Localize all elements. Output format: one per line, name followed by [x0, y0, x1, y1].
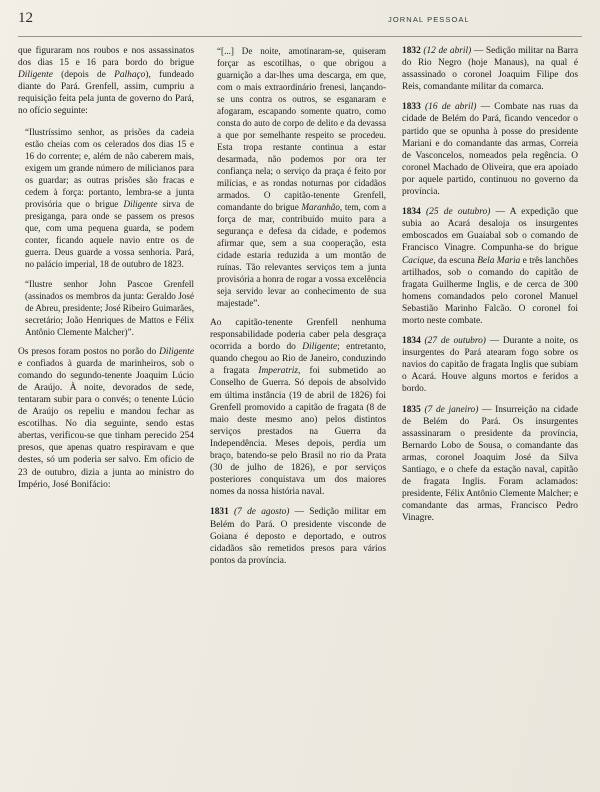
chronology-entry — [402, 101, 578, 198]
text-run: ), fundeado diante do Pará. Grenfell, assim, cumpriu a requisição feita pela junta de governo do Pará, no ofício seguinte: — [18, 70, 194, 117]
text-run: — Sedição militar na Barra do Rio Negro (hoje Manaus), na qual é assassinado o coronel Joaquim Filipe dos Reis, comandante militar da comarca. — [402, 46, 579, 93]
italic-text: Diligente — [159, 346, 194, 357]
body-paragraph — [210, 317, 386, 498]
text-run: — Combate nas ruas da cidade de Belém do Pará, ficando vencedor o partido que se opunha à posse do presidente Mariani e do comandante das armas, Correia de Vasconcelos, nomeados pela regência. O coronel Machado de Oliveira, que era apoiado por aquele partido, continuou no governo da província. — [402, 102, 579, 198]
text-run: Ao capitão-tenente Grenfell nenhuma responsabilidade poderia caber pela desgraça ocorrida a bordo do — [210, 318, 386, 353]
chronology-entry — [402, 335, 578, 395]
entry-year: 1831 — [210, 507, 229, 518]
italic-text: Diligente — [123, 198, 158, 209]
entry-date: (27 de outubro) — [424, 336, 486, 347]
text-run: sirva de presiganga, para onde se passem os presos que, com uma pequena guarda, se podem conter, ficando aquele navio entre os de guerra. Deus guarde a vossa senhoria. Pará, no palácio imperial, 18 de outubro de 1823. — [25, 198, 195, 269]
italic-text: Maranhão — [301, 202, 340, 212]
page-number: 12 — [18, 10, 33, 26]
header-rule — [18, 36, 582, 37]
text-column-3 — [402, 45, 578, 771]
column-container — [18, 45, 582, 771]
entry-year: 1832 — [402, 46, 421, 56]
text-run: , tem, com a força de mar, contribuído muito para a segurança e defesa da cidade, e podemos afirmar que, sem a sua cooperação, esta cidade estaria reduzida a um montão de ruínas. Tão relevantes serviços tem a junta provisória a honra de rogar a vossa excelência seja servido levar ao conhecimento de sua majestade”. — [217, 202, 386, 308]
text-run: Os presos foram postos no porão do — [18, 346, 160, 357]
running-head: JORNAL PESSOAL — [388, 15, 470, 24]
text-run: “[...] De noite, amotinaram-se, quiseram forçar as escotilhas, o que obrigou a guarnição a dar-lhes uma descarga, em que, com o mais extraordinário frenesi, lançando-se uns contra os outros, se esganaram e afogaram, escapando somente quatro, como consta do auto de corpo de delito e da devassa a que por semelhante respeito se procedeu. Esta tropa restante continua a estar desarmada, não podemos por ora ter confiança nela; o serviço da praça é feito por milícias, e as rondas noturnas por cidadãos armados. O capitão-tenente Grenfell, comandante do brigue — [217, 46, 386, 212]
entry-year: 1835 — [402, 404, 421, 415]
italic-text: Imperatriz — [258, 366, 298, 377]
text-run: — Sedição militar em Belém do Pará. O presidente visconde de Goiana é deposto e deportado, e outros cidadãos são remetidos presos para vários pontos da província. — [210, 507, 386, 566]
page-header — [18, 10, 582, 32]
entry-date: (16 de abril) — [425, 102, 477, 113]
text-run: — Insurreição na cidade de Belém do Pará. Os insurgentes assassinaram o presidente da província, Bernardo Lobo de Sousa, o comandante das armas, coronel Joaquim José da Silva Santiago, e o chefe da estação naval, capitão de fragata Inglis. Foram aclamados: presidente, Félix Antônio Clemente Malcher; e comandante das armas, Francisco Pedro Vinagre. — [402, 404, 578, 524]
text-run: “Ilustre senhor John Pascoe Grenfell (assinados os membros da junta: Geraldo José de Abreu, presidente; José Ribeiro Guimarães, secretário; João Henriques de Mattos e Félix Antônio Clemente Malcher)”. — [25, 278, 194, 337]
chronology-entry — [402, 404, 578, 525]
entry-year: 1834 — [402, 336, 421, 347]
text-run: e três lanchões artilhados, sob o comando do capitão de fragata Guilherme Inglis, e de cerca de 300 homens comandados pelo coronel Manuel Sebastião Marinho Falcão. O coronel foi morto neste combate. — [402, 255, 578, 326]
text-run: — Durante a noite, os insurgentes do Pará atearam fogo sobre os navios do capitão de fragata Inglis que subiam o Acará. Houve alguns mortos e feridos a bordo. — [402, 336, 579, 395]
italic-text: Palhaço — [114, 70, 146, 81]
chronology-entry — [402, 206, 578, 327]
italic-text: Bela Maria — [477, 255, 521, 266]
text-run: , foi submetido ao Conselho de Guerra. Só depois de absolvido em última instância (19 de abril de 1826) foi Grenfell promovido a capitão de fragata (8 de maio deste mesmo ano) pelos distintos serviços prestados na Guerra da Independência. Meses depois, perdia um braço, batendo-se pelo Brasil no rio da Prata (30 de julho de 1826), e por serviços posteriores conquistava um dos maiores nomes da nossa história naval. — [210, 366, 386, 498]
body-paragraph — [18, 45, 194, 118]
italic-text: Diligente — [302, 342, 338, 353]
text-run: que figuraram nos roubos e nos assassinatos dos dias 15 e 16 para bordo do brigue — [18, 46, 194, 69]
entry-date: (12 de abril) — [423, 46, 472, 56]
text-run: e confiados à guarda de marinheiros, sob o comando do segundo-tenente Joaquim Lúcio de Araújo. À noite, devorados de sede, tentaram subir para o convés; o tenente Lúcio de Araújo os repeliu e mandou fechar as escotilhas. No dia seguinte, sendo estas abertas, verificou-se que tinham perecido 254 presos, que apenas quatro respiravam e que destes, só um poderia ser salvo. Em ofício de 23 de outubro, dizia a junta ao ministro do Império, José Bonifácio: — [18, 358, 194, 490]
entry-date: (7 de agosto) — [234, 507, 290, 518]
block-quote — [18, 126, 194, 270]
body-paragraph — [18, 346, 194, 491]
entry-year: 1834 — [402, 207, 421, 218]
text-column-2 — [210, 45, 386, 771]
block-quote — [210, 45, 386, 309]
text-run: , da escuna — [433, 255, 478, 266]
text-run: — A expedição que subia ao Acará desaloja os insurgentes emboscados em Guaiabal sob o comando de Francisco Vinagre. Compunha-se do brigue — [402, 207, 579, 254]
text-run: (depois de — [52, 70, 115, 81]
text-run: “Ilustríssimo senhor, as prisões da cadeia estão cheias com os celerados dos dias 15 e 16 do corrente; e, além de não caberem mais, exigem um grande número de milicianos para os guardar; as outras prisões são fracas e cedem à força: portanto, lembra-se a junta provisória que o brigue — [25, 126, 194, 209]
entry-year: 1833 — [402, 102, 421, 113]
block-quote — [18, 278, 194, 338]
chronology-entry — [210, 506, 386, 566]
entry-date: (25 de outubro) — [426, 207, 491, 218]
text-run: ; entretanto, quando chegou ao Rio de Janeiro, conduzindo a fragata — [210, 342, 386, 377]
entry-date: (7 de janeiro) — [424, 404, 479, 415]
italic-text: Diligente — [18, 70, 53, 81]
chronology-entry — [402, 45, 578, 93]
text-column-1 — [18, 45, 194, 771]
italic-text: Cacique — [402, 255, 434, 266]
